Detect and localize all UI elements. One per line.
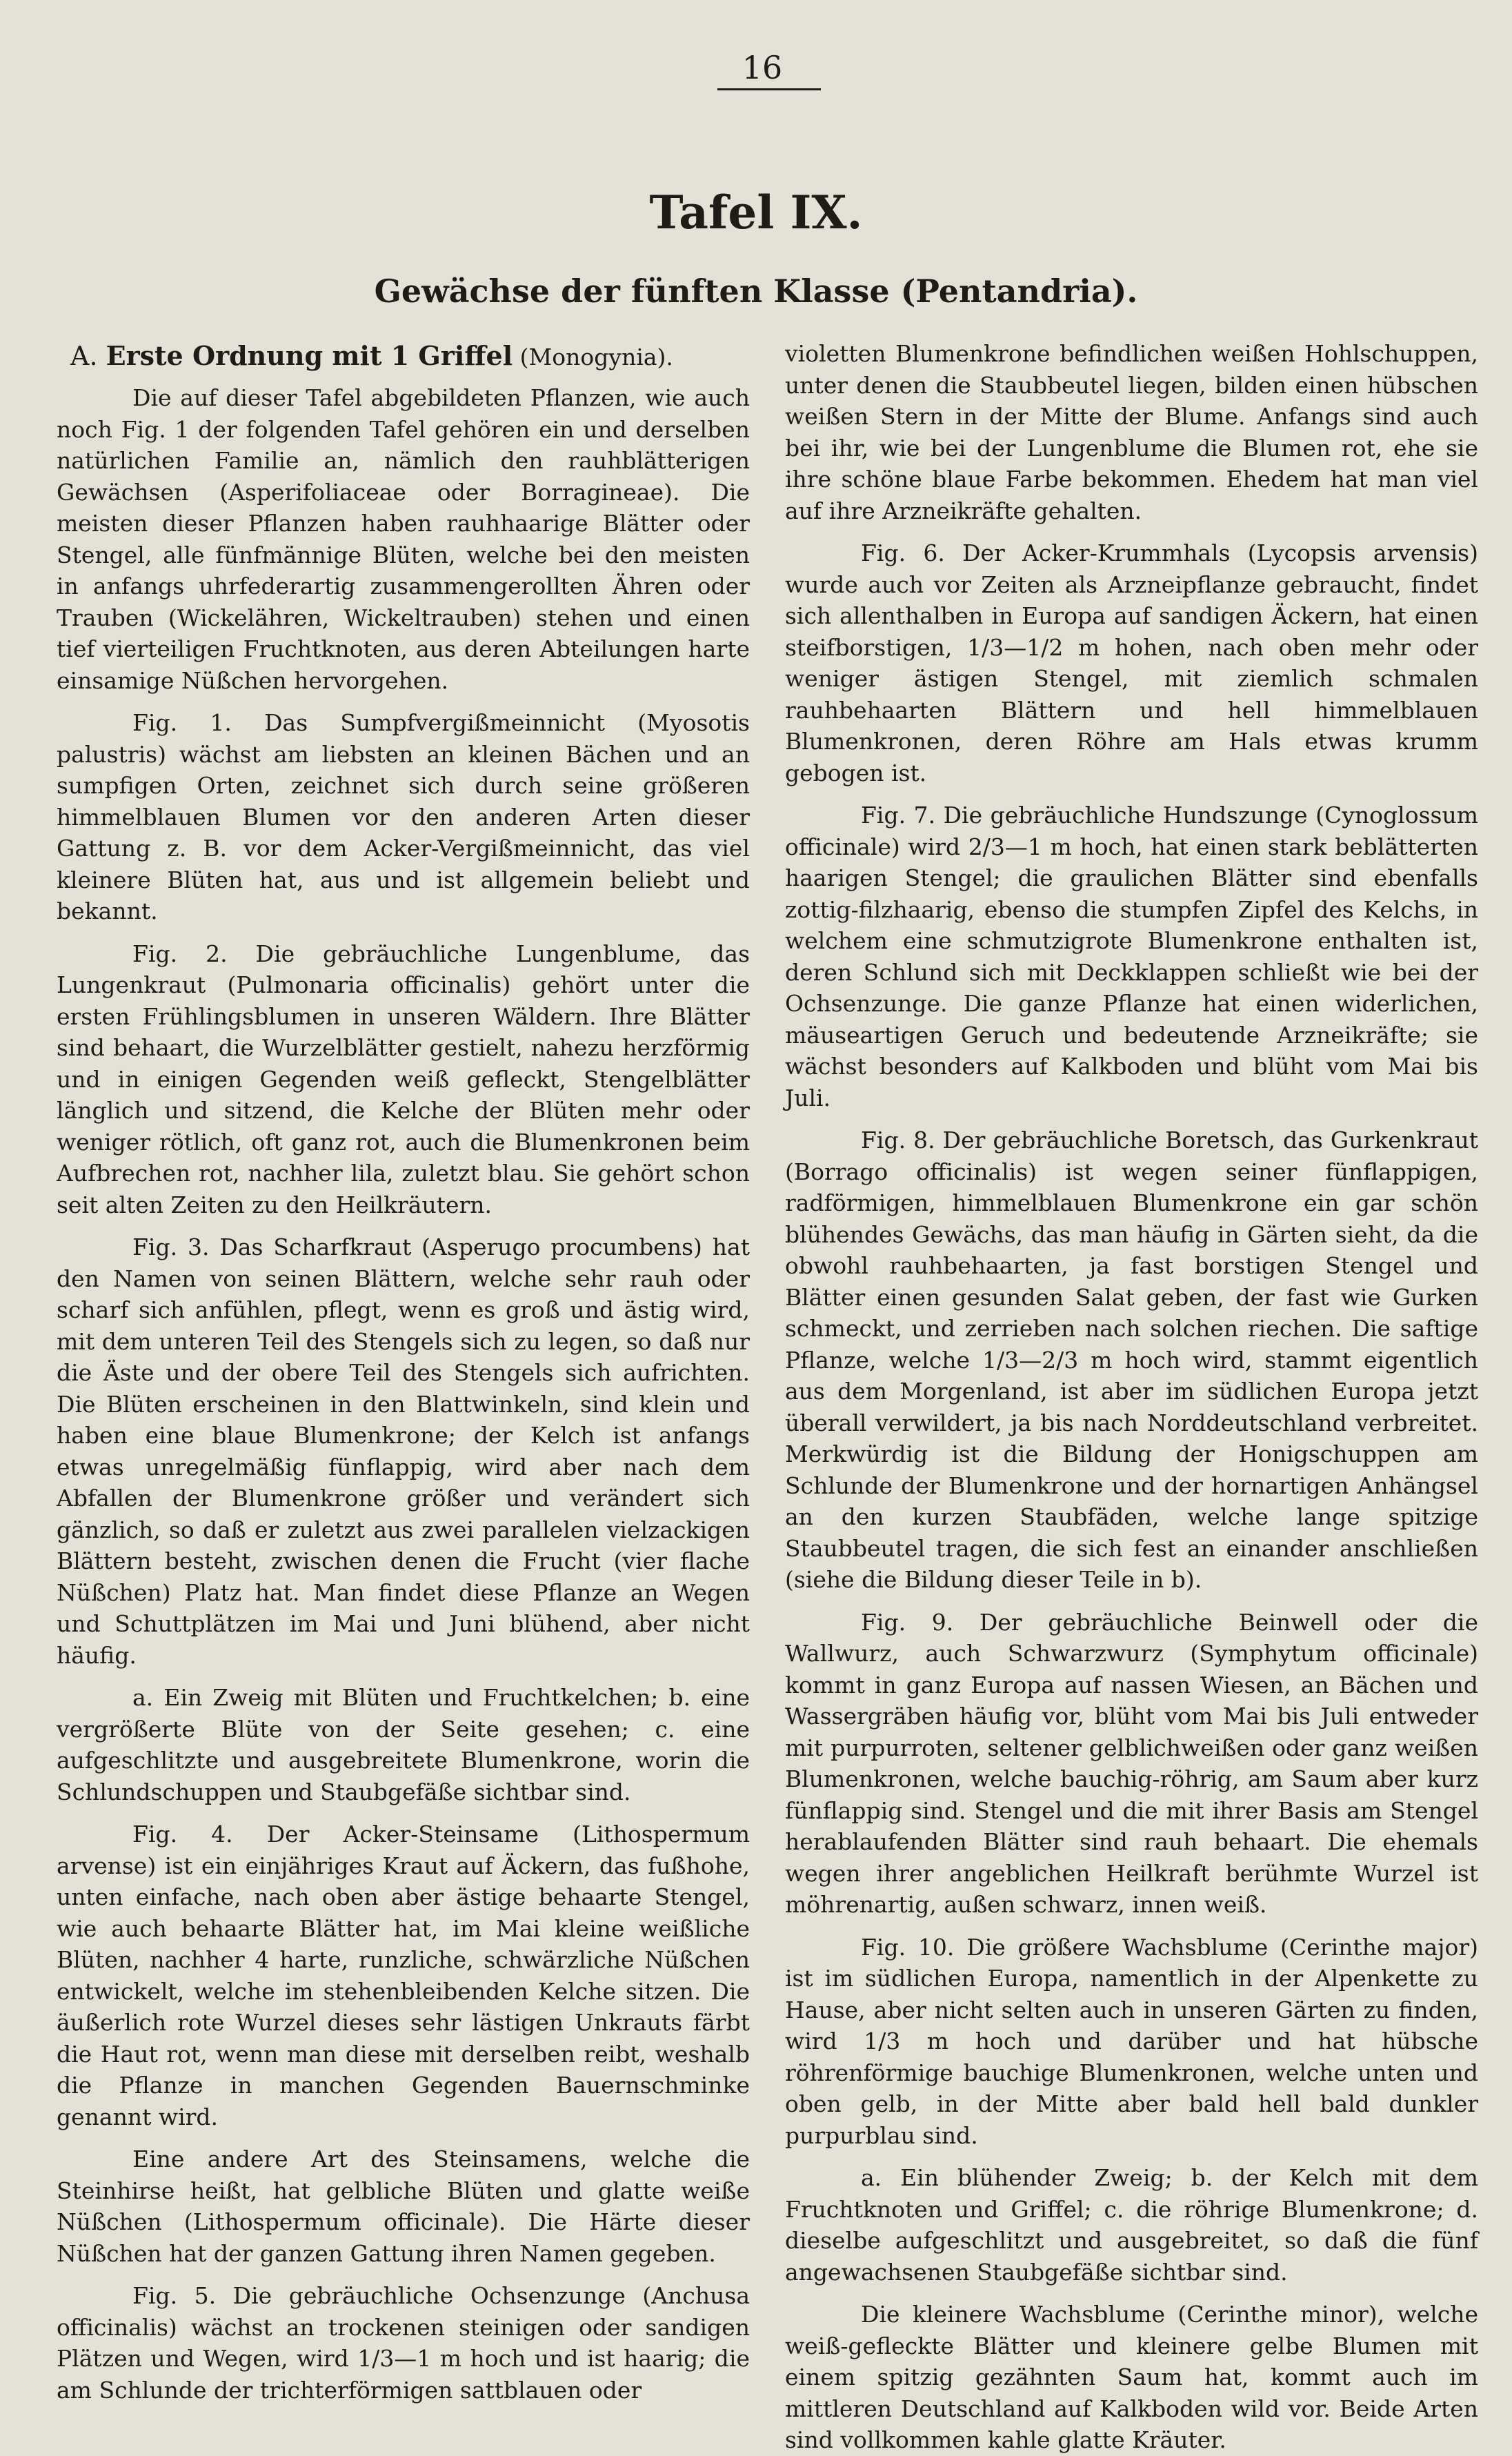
paragraph-fig-8: Fig. 8. Der gebräuchliche Boretsch, das Gurkenkraut (Borrago officinalis) ist wegen seiner fünflappigen, radförmigen, himmelblauen Blumenkrone ein gar schön blühendes Gewächs, das man häufig in Gärten sieht, da die obwohl rauhbehaarten, ja fast borstigen Stengel und Blätter einen gesunden Salat geben, der fast wie Gurken schmeckt, und zerrieben nach solchen riechen. Die saftige Pflanze, welche 1/3—2/3 m hoch wird, stammt eigentlich aus dem Morgenland, ist aber im südlichen Europa jetzt überall verwildert, ja bis nach Norddeutschland verbreitet. Merkwürdig ist die Bildung der Honigschuppen am Schlunde der Blumenkrone und der hornartigen Anhängsel an den kurzen Staubfäden, welche lange spitzige Staubbeutel tragen, die sich fest an einander anschließen (siehe die Bildung dieser Teile in b). <box>785 1127 1478 1593</box>
paragraph-fig-10: Fig. 10. Die größere Wachsblume (Cerinthe major) ist im südlichen Europa, namentlich in der Alpenkette zu Hause, aber nicht selten auch in unseren Gärten zu finden, wird 1/3 m hoch und darüber und hat hübsche röhrenförmige bauchige Blumenkronen, welche unten und oben gelb, in der Mitte aber bald hell bald dunkler purpurblau sind. <box>785 1933 1478 2149</box>
paragraph-fig-1: Fig. 1. Das Sumpfvergißmeinnicht (Myosotis palustris) wächst am liebsten an kleinen Bächen und an sumpfigen Orten, zeichnet sich durch seine größeren himmelblauen Blumen vor den anderen Arten dieser Gattung z. B. vor dem Acker-Vergißmeinnicht, das viel kleinere Blüten hat, aus und ist allgemein beliebt und bekannt. <box>57 709 750 924</box>
paragraph-fig-7: Fig. 7. Die gebräuchliche Hundszunge (Cynoglossum officinale) wird 2/3—1 m hoch, hat einen stark beblätterten haarigen Stengel; die graulichen Blätter sind ebenfalls zottig-filzhaarig, ebenso die stumpfen Zipfel des Kelchs, in welchem eine schmutzigrote Blumenkrone enthalten ist, deren Schlund sich mit Deckklappen schließt wie bei der Ochsenzunge. Die ganze Pflanze hat einen widerlichen, mäuseartigen Geruch und bedeutende Arzneikräfte; sie wächst besonders auf Kalkboden und blüht vom Mai bis Juli. <box>785 802 1478 1111</box>
section-heading <box>57 338 750 375</box>
page-number: 16 <box>742 49 783 86</box>
page-number-rule <box>717 88 821 90</box>
plate-title: Tafel IX. <box>649 186 863 239</box>
paragraph-fig-6: Fig. 6. Der Acker-Krummhals (Lycopsis arvensis) wurde auch vor Zeiten als Arzneipflanze gebraucht, findet sich allenthalben in Europa auf sandigen Äckern, hat einen steifborstigen, 1/3—1/2 m hohen, nach oben mehr oder weniger ästigen Stengel, mit ziemlich schmalen rauhbehaarten Blättern und hell himmelblauen Blumenkronen, deren Röhre am Hals etwas krumm gebogen ist. <box>785 539 1478 786</box>
paragraph-steinhirse: Eine andere Art des Steinsamens, welche die Steinhirse heißt, hat gelbliche Blüten und glatte weiße Nüßchen (Lithospermum officinale). Die Härte dieser Nüßchen hat der ganzen Gattung ihren Namen gegeben. <box>57 2146 750 2267</box>
paragraph-intro: Die auf dieser Tafel abgebildeten Pflanzen, wie auch noch Fig. 1 der folgenden Tafel gehören ein und derselben natürlichen Familie an, nämlich den rauhblätterigen Gewächsen (Asperifoliaceae oder Borragineae). Die meisten dieser Pflanzen haben rauhhaarige Blätter oder Stengel, alle fünfmännige Blüten, welche bei den meisten in anfangs uhrfederartig zusammengerollten Ähren oder Trauben (Wickelähren, Wickeltrauben) stehen und einen tief vierteiligen Fruchtknoten, aus deren Abteilungen harte einsamige Nüßchen hervorgehen. <box>57 384 750 694</box>
paragraph-cerinthe-minor: Die kleinere Wachsblume (Cerinthe minor), welche weiß-gefleckte Blätter und kleinere gelbe Blumen mit einem spitzig gezähnten Saum hat, kommt auch im mittleren Deutschland auf Kalkboden wild vor. Beide Arten sind vollkommen kahle glatte Kräuter. <box>785 2301 1478 2453</box>
left-column <box>57 338 750 2404</box>
paragraph-fig-3: Fig. 3. Das Scharfkraut (Asperugo procumbens) hat den Namen von seinen Blättern, welche sehr rauh oder scharf sich anfühlen, pflegt, wenn es groß und ästig wird, mit dem unteren Teil des Stengels sich zu legen, so daß nur die Äste und der obere Teil des Stengels sich aufrichten. Die Blüten erscheinen in den Blattwinkeln, sind klein und haben eine blaue Blumenkrone; der Kelch ist anfangs etwas unregelmäßig fünflappig, wird aber nach dem Abfallen der Blumenkrone größer und verändert sich gänzlich, so daß er zuletzt aus zwei parallelen vielzackigen Blättern besteht, zwischen denen die Frucht (vier flache Nüßchen) Platz hat. Man findet diese Pflanze an Wegen und Schuttplätzen im Mai und Juni blühend, aber nicht häufig. <box>57 1234 750 1669</box>
paragraph-fig-4: Fig. 4. Der Acker-Steinsame (Lithospermum arvense) ist ein einjähriges Kraut auf Äckern, das fußhohe, unten einfache, nach oben aber ästige behaarte Stengel, wie auch behaarte Blätter hat, im Mai kleine weißliche Blüten, nachher 4 harte, runzliche, schwärzliche Nüßchen entwickelt, welche im stehenbleibenden Kelche sitzen. Die äußerlich rote Wurzel dieses sehr lästigen Unkrauts färbt die Haut rot, wenn man diese mit derselben reibt, weshalb die Pflanze in manchen Gegenden Bauernschminke genannt wird. <box>57 1821 750 2130</box>
paragraph-fig-5: Fig. 5. Die gebräuchliche Ochsenzunge (Anchusa officinalis) wächst an trockenen steinigen oder sandigen Plätzen und Wegen, wird 1/3—1 m hoch und ist haarig; die am Schlunde der trichterförmigen sattblauen oder <box>57 2282 750 2404</box>
section-heading-tail: (Monogynia). <box>513 344 673 370</box>
paragraph-fig-10-legend: a. Ein blühender Zweig; b. der Kelch mit dem Fruchtknoten und Griffel; c. die röhrige Blumenkrone; d. dieselbe aufgeschlitzt und ausgebreitet, so daß die fünf angewachsenen Staubgefäße sichtbar sind. <box>785 2164 1478 2286</box>
paragraph-fig-9: Fig. 9. Der gebräuchliche Beinwell oder die Wallwurz, auch Schwarzwurz (Symphytum officinale) kommt in ganz Europa auf nassen Wiesen, an Bächen und Wassergräben häufig vor, blüht vom Mai bis Juli entweder mit purpurroten, seltener gelblichweißen oder ganz weißen Blumenkronen, welche bauchig-röhrig, am Saum aber kurz fünflappig sind. Stengel und die mit ihrer Basis am Stengel herablaufenden Blätter sind rauh behaart. Die ehemals wegen ihrer angeblichen Heilkraft berühmte Wurzel ist möhrenartig, außen schwarz, innen weiß. <box>785 1608 1478 1918</box>
class-subtitle: Gewächse der fünften Klasse (Pentandria). <box>374 273 1138 310</box>
section-heading-bold: Erste Ordnung mit 1 Griffel <box>106 340 513 371</box>
section-letter: A. <box>70 341 98 371</box>
paragraph-fig-5-continued: violetten Blumenkrone befindlichen weißen Hohlschuppen, unter denen die Staubbeutel liegen, bilden einen hübschen weißen Stern in der Mitte der Blume. Anfangs sind auch bei ihr, wie bei der Lungenblume die Blumen rot, ehe sie ihre schöne blaue Farbe bekommen. Ehedem hat man viel auf ihre Arzneikräfte gehalten. <box>785 340 1478 524</box>
paragraph-fig-3-legend: a. Ein Zweig mit Blüten und Fruchtkelchen; b. eine vergrößerte Blüte von der Seite gesehen; c. eine aufgeschlitzte und ausgebreitete Blumenkrone, worin die Schlundschuppen und Staubgefäße sichtbar sind. <box>57 1684 750 1805</box>
right-column <box>785 338 1478 2453</box>
paragraph-fig-2: Fig. 2. Die gebräuchliche Lungenblume, das Lungenkraut (Pulmonaria officinalis) gehört unter die ersten Frühlingsblumen in unseren Wäldern. Ihre Blätter sind behaart, die Wurzelblätter gestielt, nahezu herzförmig und in einigen Gegenden weiß gefleckt, Stengelblätter länglich und sitzend, die Kelche der Blüten mehr oder weniger rötlich, oft ganz rot, auch die Blumenkronen beim Aufbrechen rot, nachher lila, zuletzt blau. Sie gehört schon seit alten Zeiten zu den Heilkräutern. <box>57 940 750 1218</box>
